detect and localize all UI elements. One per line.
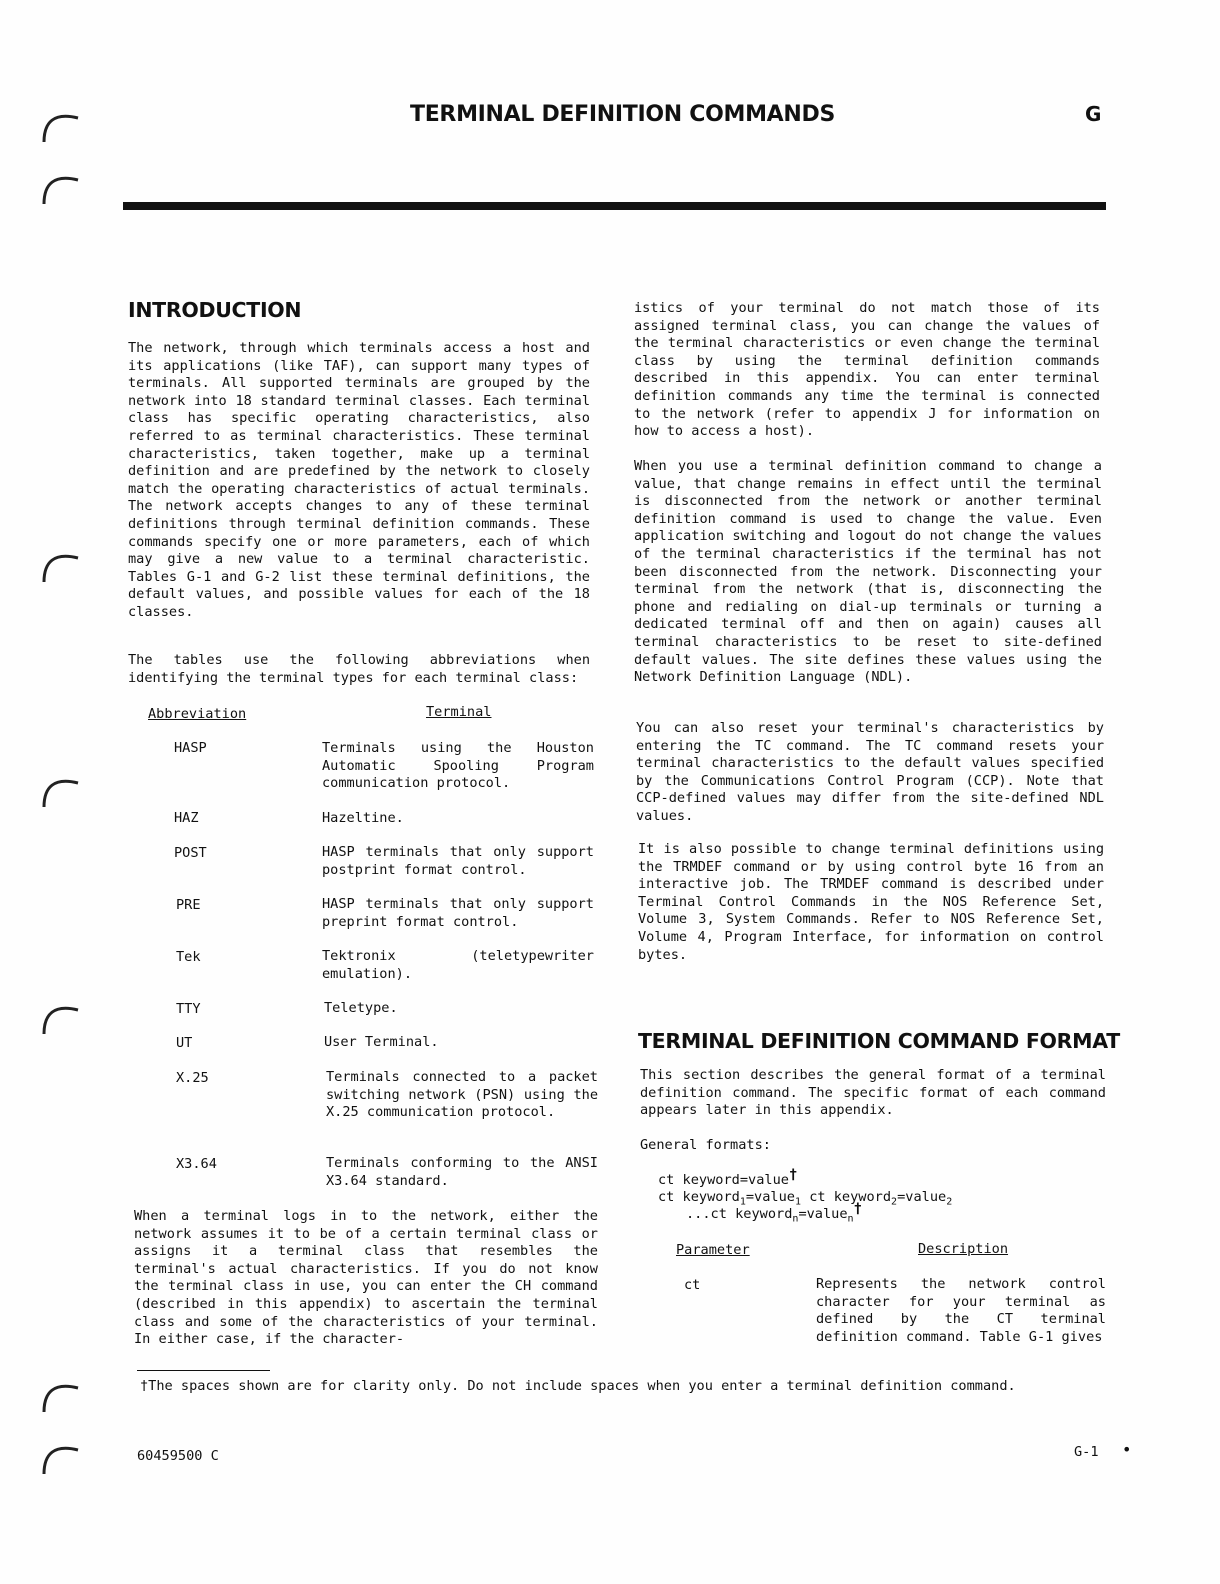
description-column-header: Description [918,1241,1009,1257]
parameter-ct-description: Represents the network control character for your terminal as defined by the CT terminal definition command. Table G-1 gives [816,1276,1106,1345]
format-2-part: =value [745,1189,795,1205]
abbr-desc-cell: User Terminal. [324,1034,439,1050]
appendix-letter: G [1085,102,1102,126]
binder-hole-mark [40,1378,82,1414]
abbr-desc-cell: HASP terminals that only support postprint format control. [322,844,594,878]
format-line-1 [658,1167,798,1190]
header-rule [123,202,1106,210]
abbr-cell: UT [176,1035,193,1051]
abbreviation-column-header: Abbreviation [148,706,247,722]
abbr-desc-cell: Terminals using the Houston Automatic Spooling Program communication protocol. [322,740,594,792]
subscript: 1 [739,1196,746,1208]
parameter-column-header: Parameter [676,1242,750,1258]
format-2-part: ct keyword [658,1189,740,1205]
abbr-cell: HASP [174,740,207,756]
format-3-part: =value [798,1206,848,1222]
dagger-mark: † [788,1167,798,1183]
subscript: n [847,1213,854,1225]
intro-paragraph-1: The network, through which terminals access a host and its applications (like TAF), can support many types of terminals. All supported terminals are grouped by the network into 18 standard terminal classes. Each terminal class has specific operating characteristics, also referred to as terminal characteristics. These terminal characteristics, taken together, make up a terminal definition and are predefined by the network to closely match the operating characteristics of actual terminals. The network accepts changes to any of these terminal definitions through terminal definition commands. These commands specify one or more parameters, each of which may give a new value to a terminal characteristic. Tables G-1 and G-2 list these terminal definitions, the default values, and possible values for each of the 18 classes. [128,340,590,620]
dagger-mark: † [853,1201,863,1217]
format-3-part: ...ct keyword [686,1206,793,1222]
abbr-cell: X3.64 [176,1156,217,1172]
abbr-cell: TTY [176,1001,201,1017]
terminal-column-header: Terminal [426,704,492,720]
left-column [128,298,590,322]
abbr-desc-cell: Teletype. [324,1000,398,1016]
abbr-desc-cell: HASP terminals that only support preprint format control. [322,896,594,930]
page-title: TERMINAL DEFINITION COMMANDS [410,102,836,127]
intro-paragraph-2: The tables use the following abbreviations when identifying the terminal types for each terminal class: [128,652,590,686]
section-heading-command-format: TERMINAL DEFINITION COMMAND FORMAT [638,1029,1120,1053]
subscript: 1 [794,1196,802,1208]
abbr-cell: POST [174,845,207,861]
general-formats-label: General formats: [640,1137,771,1153]
right-paragraph-1: istics of your terminal do not match those of its assigned terminal class, you can change the values of the terminal characteristics or even change the terminal class by using the terminal definition commands described in this appendix. You can enter terminal definition commands any time the terminal is connected to the network (refer to appendix J for information on how to access a host). [634,300,1100,440]
footnote-rule [137,1370,270,1371]
abbr-desc-cell: Terminals conforming to the ANSI X3.64 standard. [326,1155,598,1189]
format-line-3 [686,1201,863,1228]
abbr-desc-cell: Tektronix (teletypewriter emulation). [322,948,594,982]
abbr-cell: X.25 [176,1070,209,1086]
format-2-part: =value [897,1189,947,1205]
abbr-cell: PRE [176,897,201,913]
page-number: G-1 [1074,1444,1099,1460]
abbr-cell: Tek [176,949,201,965]
right-paragraph-2: When you use a terminal definition command to change a value, that change remains in effect until the terminal is disconnected from the network or another terminal definition command is used to change the value. Even application switching and logout do not change the values of the terminal characteristics if the terminal has not been disconnected from the network. Disconnecting your terminal from the network (that is, disconnecting the phone and redialing on dial-up terminals or turning a dedicated terminal off and then on again) causes all terminal characteristics to be reset to site-defined default values. The site defines these values using the Network Definition Language (NDL). [634,458,1102,686]
subscript: 2 [946,1196,953,1208]
format-2-part: ct keyword [801,1189,892,1205]
abbr-cell: HAZ [174,810,199,826]
footer-bullet: • [1122,1440,1132,1459]
format-paragraph: This section describes the general format of a terminal definition command. The specific format of each command appears later in this appendix. [640,1067,1106,1119]
abbr-desc-cell: Terminals connected to a packet switching network (PSN) using the X.25 communication protocol. [326,1069,598,1121]
subscript: 2 [891,1196,898,1208]
binder-hole-mark [40,773,82,809]
intro-paragraph-3: When a terminal logs in to the network, either the network assumes it to be of a certain terminal class or assigns it a terminal class that resembles the terminal's actual characteristics. If you do not know the terminal class in use, you can enter the CH command (described in this appendix) to ascertain the terminal class and some of the characteristics of your terminal. In either case, if the character- [134,1208,598,1348]
binder-hole-mark [40,1000,82,1036]
parameter-ct: ct [684,1277,701,1293]
document-number: 60459500 C [137,1448,219,1464]
section-heading-introduction: INTRODUCTION [128,298,302,322]
binder-hole-mark [40,170,82,206]
right-paragraph-3: You can also reset your terminal's characteristics by entering the TC command. The TC command resets your terminal characteristics to the default values specified by the Communications Control Program (CCP). Note that CCP-defined values may differ from the site-defined NDL values. [636,720,1104,824]
abbr-desc-cell: Hazeltine. [322,810,404,826]
subscript: n [792,1213,799,1225]
right-paragraph-4: It is also possible to change terminal definitions using the TRMDEF command or by using control byte 16 from an interactive job. The TRMDEF command is described under Terminal Control Commands in the NOS Reference Set, Volume 3, System Commands. Refer to NOS Reference Set, Volume 4, Program Interface, for information on control bytes. [638,841,1104,963]
binder-hole-mark [40,108,82,144]
binder-hole-mark [40,1440,82,1476]
format-1-text: ct keyword=value [658,1172,789,1188]
footnote: †The spaces shown are for clarity only. Do not include spaces when you enter a terminal definition command. [140,1378,1016,1394]
binder-hole-mark [40,548,82,584]
